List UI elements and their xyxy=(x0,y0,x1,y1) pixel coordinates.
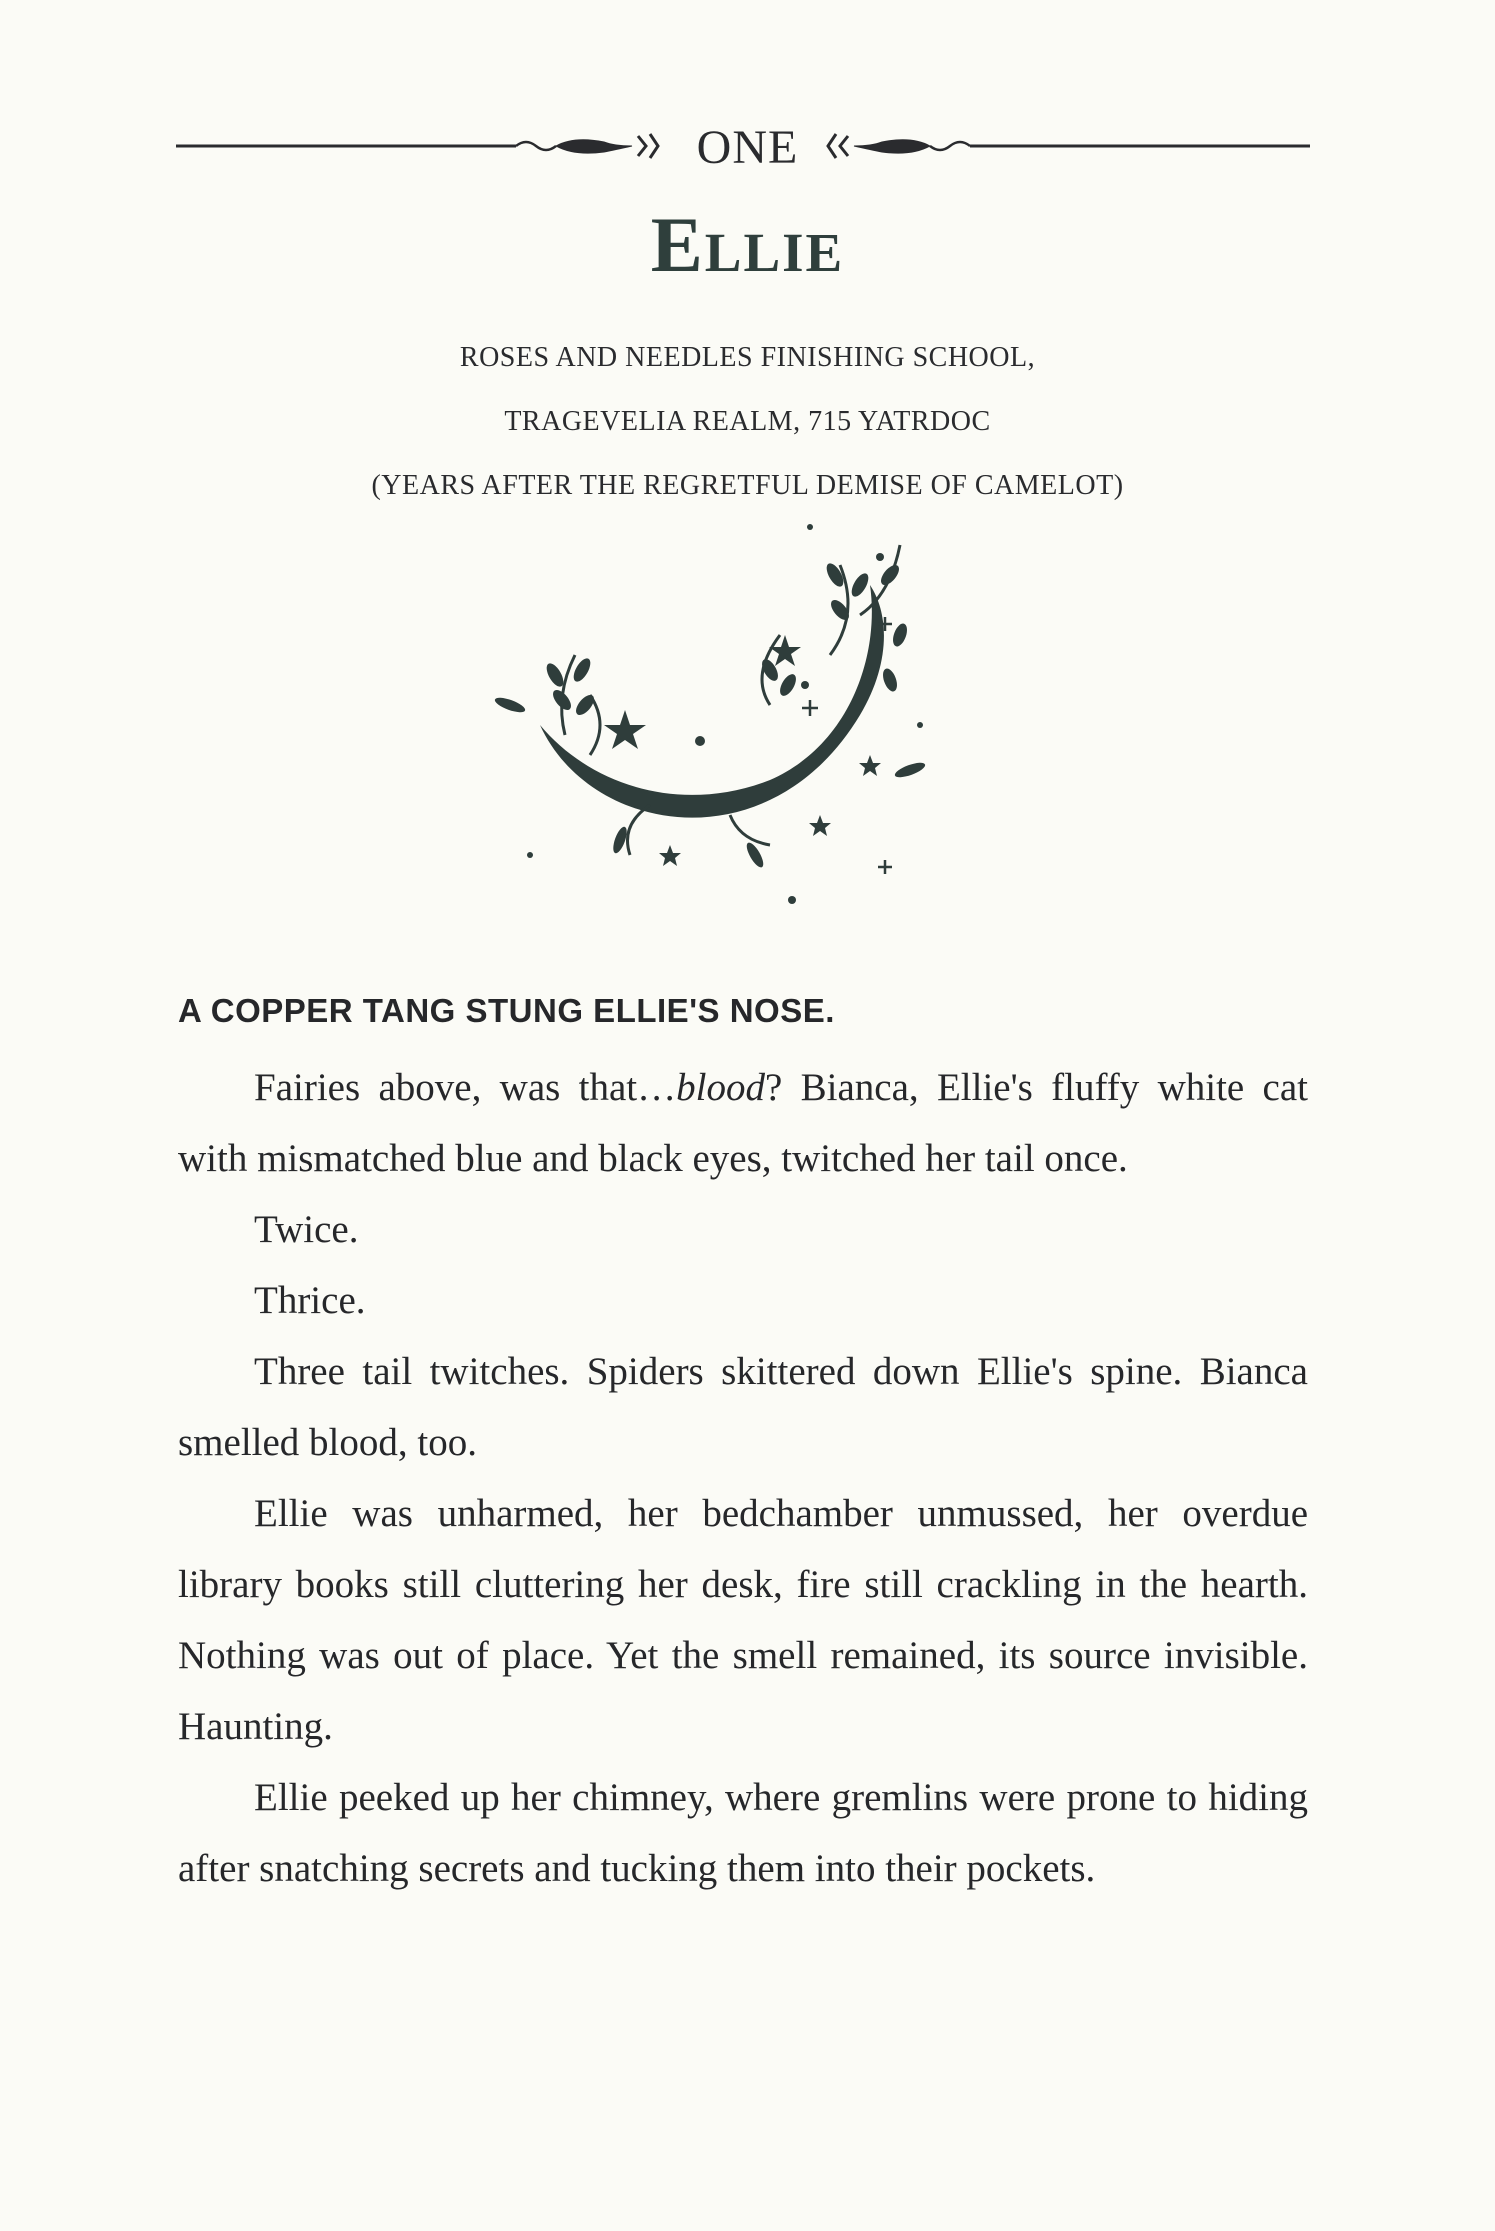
paragraph: Thrice. xyxy=(254,1279,366,1322)
chapter-title: Ellie xyxy=(650,201,845,288)
setting-block xyxy=(0,326,1495,518)
chapter-opening-line: A COPPER TANG STUNG ELLIE'S NOSE. xyxy=(178,992,835,1029)
paragraph-text: Fairies above, was that… xyxy=(254,1066,677,1109)
paragraph: Twice. xyxy=(254,1208,359,1251)
crescent-moon-with-vines-and-stars-icon xyxy=(470,505,950,935)
chapter-number: ONE xyxy=(696,121,799,174)
body-text xyxy=(178,1052,1308,1904)
paragraph-text: ? Bianca, Ellie's fluffy white cat with mismatched blue and black eyes, twitched her tail once. xyxy=(178,1066,1308,1180)
setting-line-school: ROSES AND NEEDLES FINISHING SCHOOL, xyxy=(459,342,1036,373)
emphasis-text: blood xyxy=(676,1066,765,1109)
paragraph: Ellie peeked up her chimney, where gremlins were prone to hiding after snatching secrets and tucking them into their pockets. xyxy=(178,1776,1308,1890)
setting-line-realm: TRAGEVELIA REALM, 715 YATRDOC xyxy=(504,406,991,437)
setting-line-era: (YEARS AFTER THE REGRETFUL DEMISE OF CAMELOT) xyxy=(371,470,1124,501)
paragraph xyxy=(178,1052,1308,1194)
paragraph: Ellie was unharmed, her bedchamber unmussed, her overdue library books still cluttering her desk, fire still crackling in the hearth. Nothing was out of place. Yet the smell remained, its source invisible. Haunting. xyxy=(178,1492,1308,1748)
paragraph: Three tail twitches. Spiders skittered down Ellie's spine. Bianca smelled blood, too. xyxy=(178,1350,1308,1464)
